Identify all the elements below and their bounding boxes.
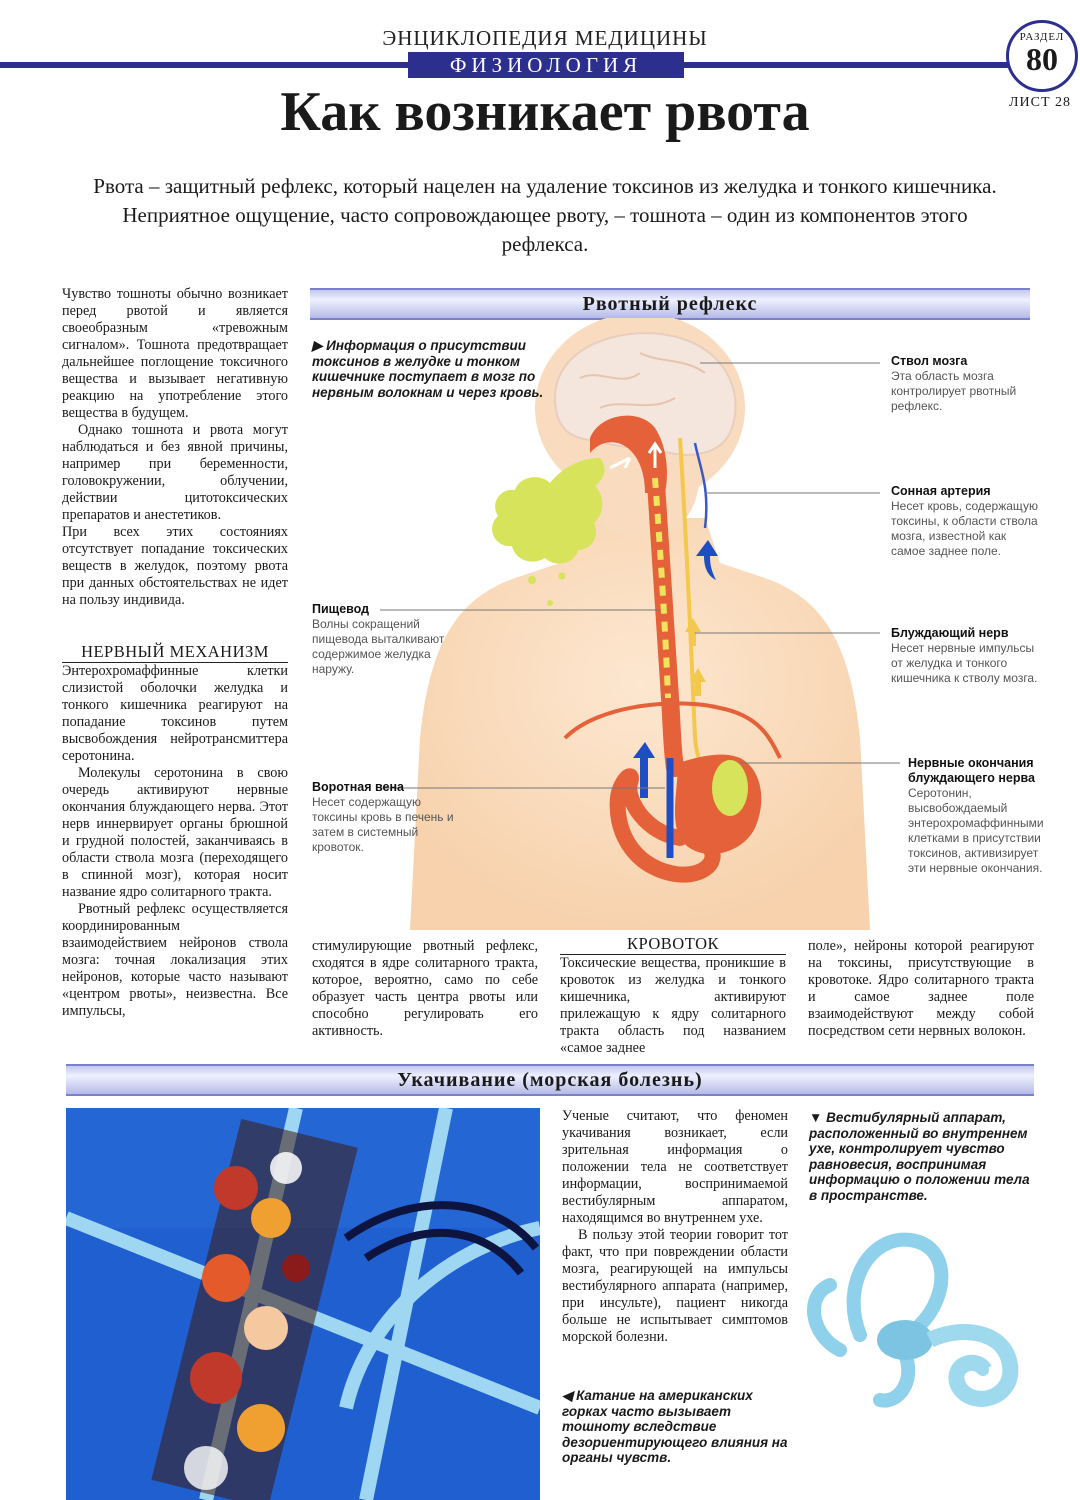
paragraph: Чувство тошноты обычно возникает перед рвотой и является своеобразным «тревожным сигналом». Тошнота предотвращает дальнейшее поглощение токсичного вещества и вызывает негативную реакцию на употребление этого вещества в будущем. (62, 286, 288, 421)
label-title: Ствол мозга (891, 354, 968, 368)
label-title: Воротная вена (312, 780, 404, 794)
paragraph: Рвотный рефлекс осуществляется координированным взаимодействием нейронов ствола мозга: точная локализация этих нейронов, которые часто называют «центром рвоты», неизвестна. Все импульсы, (62, 901, 288, 1019)
paragraph: Ученые считают, что феномен укачивания возникает, если зрительная информация о положении тела не соответствует информации, воспринимаемой вестибулярным аппаратом, находящимся во внутреннем ухе. (562, 1108, 788, 1226)
roller-coaster-photo (66, 1108, 540, 1500)
middle-column-top (312, 938, 538, 1040)
semicircular-canals (814, 1240, 941, 1401)
bloodstream-heading: КРОВОТОК (560, 934, 786, 955)
lead-paragraph: Рвота – защитный рефлекс, который нацелен на удаление токсинов из желудка и тонкого кишечника. Неприятное ощущение, часто сопровождающее рвоту, – тошнота – один из компонентов этого рефлекса. (93, 174, 997, 256)
label-text: Волны сокращений пищевода выталкивают содержимое желудка наружу. (312, 617, 445, 676)
vestibular-caption: ▼ Вестибулярный аппарат, расположенный во внутреннем ухе, контролирует чувство равновесия, воспринимая информацию о положении тела в пространстве. (809, 1110, 1030, 1203)
paragraph: В пользу этой теории говорит тот факт, что при повреждении области мозга, реагирующей на импульсы вестибулярного аппарата (например, при инсульте), пациент никогда больше не испытывает симптомов морской болезни. (562, 1227, 788, 1345)
paragraph: Энтерохромаффинные клетки слизистой оболочки желудка и тонкого кишечника реагируют на попадание токсинов путем высвобождения нейротрансмиттера серотонина. (62, 663, 288, 764)
nerve-mechanism-heading: НЕРВНЫЙ МЕХАНИЗМ (62, 642, 288, 663)
label-text: Несет нервные импульсы от желудка и тонкого кишечника к стволу мозга. (891, 641, 1038, 685)
label-text: Эта область мозга контролирует рвотный рефлекс. (891, 369, 1017, 413)
label-esophagus (312, 602, 472, 677)
inner-ear-illustration (800, 1215, 1040, 1415)
label-title: Блуждающий нерв (891, 626, 1009, 640)
page-title: Как возникает рвота (280, 81, 810, 143)
paragraph: Токсические вещества, проникшие в кровоток из желудка и тонкого кишечника, активируют прилежащую к ядру солитарного тракта область под названием «самое заднее (560, 955, 786, 1056)
badge-number: 80 (1026, 41, 1058, 77)
label-title: Нервные окончания блуждающего нерва (908, 756, 1035, 785)
right-column (808, 938, 1034, 1040)
paragraph: При всех этих состояниях отсутствует попадание токсических веществ в желудок, поэтому рвота при данных обстоятельствах не идет на пользу индивида. (62, 524, 288, 608)
label-brainstem (891, 354, 1041, 414)
left-column-bottom (62, 663, 288, 1020)
vestibule (877, 1320, 933, 1360)
label-title: Сонная артерия (891, 484, 991, 498)
paragraph: Однако тошнота и рвота могут наблюдаться и без явной причины, например при беременности, головокружении, облучении, действии цитотоксических препаратов и анестетиков. (62, 422, 288, 523)
paragraph: стимулирующие рвотный рефлекс, сходятся в ядре солитарного тракта, которое, вероятно, само по себе образует часть центра рвоты или способно регулировать его активность. (312, 938, 538, 1039)
motion-sickness-heading: Укачивание (морская болезнь) (66, 1064, 1034, 1096)
label-text: Серотонин, высвобождаемый энтерохромаффинными клетками в присутствии токсинов, активизирует эти нервные окончания. (908, 786, 1044, 875)
label-vagus-nerve (891, 626, 1041, 686)
sheet-number: ЛИСТ 28 (1009, 95, 1071, 110)
paragraph: поле», нейроны которой реагируют на токсины, присутствующие в кровотоке. Ядро солитарного тракта и самое заднее поле взаимодействуют между собой посредством сети нервных волокон. (808, 938, 1034, 1039)
label-carotid-artery (891, 484, 1041, 559)
label-text: Несет кровь, содержащую токсины, к области ствола мозга, известной как самое заднее поле. (891, 499, 1038, 558)
stomach-contents (712, 760, 748, 816)
motion-sickness-text (562, 1108, 788, 1346)
label-nerve-endings (908, 756, 1043, 876)
middle-column-bottom (560, 955, 786, 1057)
section-name: ФИЗИОЛОГИЯ (408, 52, 684, 78)
paragraph: Молекулы серотонина в свою очередь активируют нервные окончания блуждающего нерва. Этот нерв иннервирует органы брюшной и грудной полостей, заканчиваясь в области ствола мозга (переходящего в спинной мозг), которая носит название ядро солитарного тракта. (62, 765, 288, 900)
left-column-top (62, 286, 288, 609)
encyclopedia-title: ЭНЦИКЛОПЕДИЯ МЕДИЦИНЫ (382, 26, 708, 50)
badge-label: РАЗДЕЛ (1019, 31, 1065, 43)
label-text: Несет содержащую токсины кровь в печень и затем в системный кровоток. (312, 795, 454, 854)
roller-coaster-caption: ◀ Катание на американских горках часто вызывает тошноту вследствие дезориентирующего влияния на органы чувств. (562, 1388, 788, 1465)
label-title: Пищевод (312, 602, 370, 616)
label-portal-vein (312, 780, 462, 855)
toxin-info-caption: ▶ Информация о присутствии токсинов в желудке и тонком кишечнике поступает в мозг по нервным волокнам и через кровь. (312, 338, 544, 400)
cochlea (930, 1332, 1010, 1399)
reflex-section-heading: Рвотный рефлекс (310, 288, 1030, 320)
